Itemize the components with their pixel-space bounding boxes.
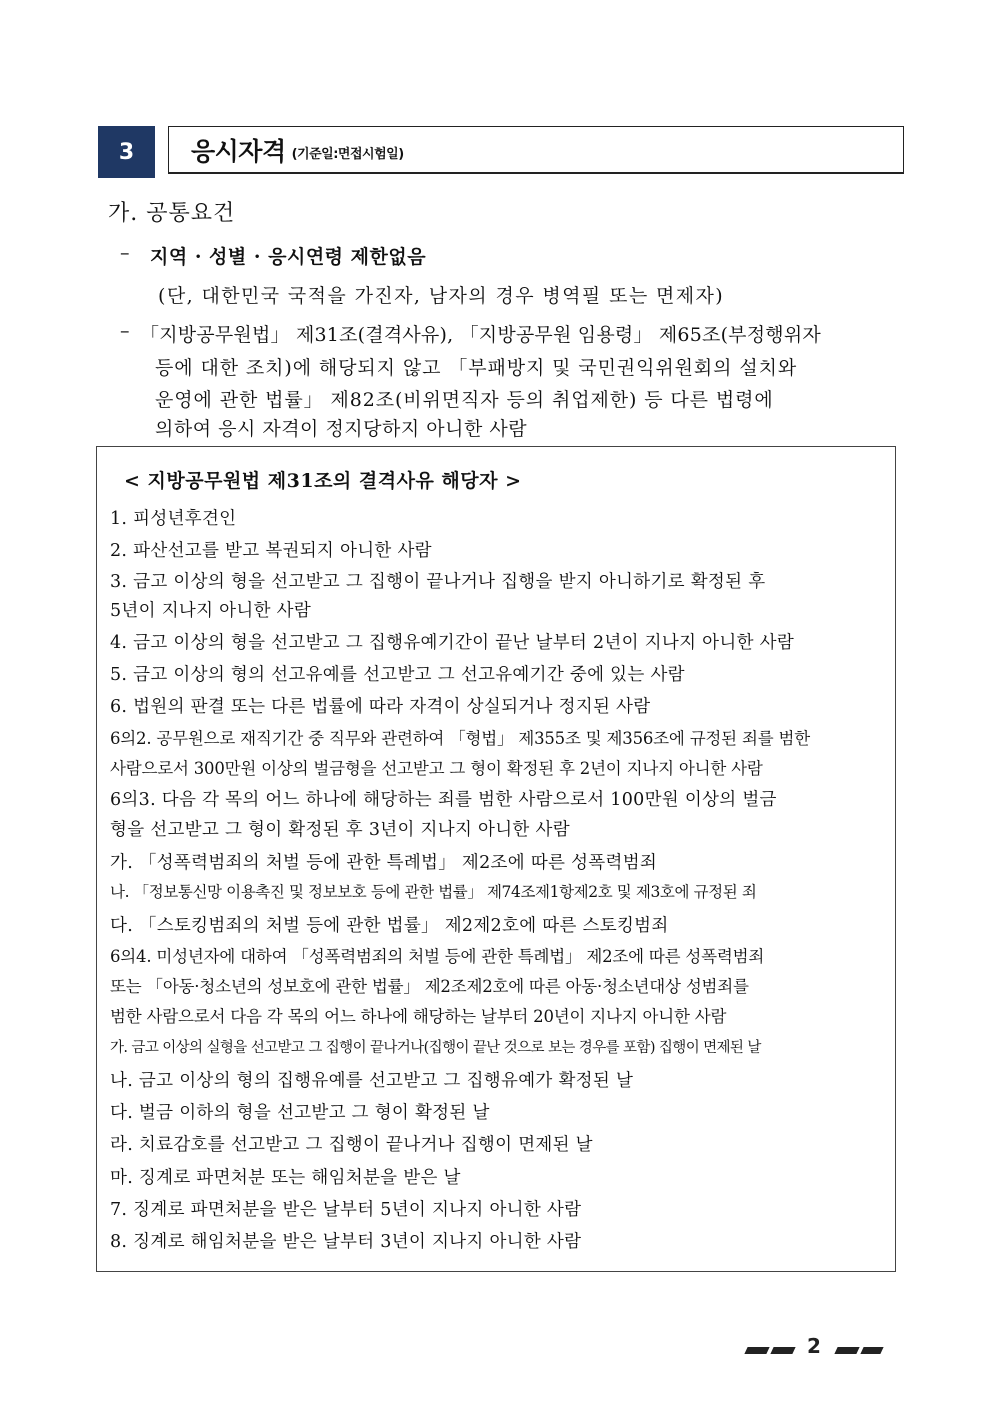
section-header	[98, 126, 906, 178]
page-bar-decoration	[744, 1347, 769, 1354]
box-line: 형을 선고받고 그 형이 확정된 후 3년이 지나지 아니한 사람	[110, 820, 570, 840]
bullet-marker: –	[120, 320, 130, 342]
bullet2-line: 등에 대한 조치)에 해당되지 않고 「부패방지 및 국민권익위원회의 설치와	[155, 357, 798, 379]
bullet2-line: 의하여 응시 자격이 정지당하지 아니한 사람	[155, 418, 528, 440]
box-line: 6의4. 미성년자에 대하여 「성폭력범죄의 처벌 등에 관한 특례법」 제2조에 따른 성폭력범죄	[110, 947, 765, 966]
box-line: 5. 금고 이상의 형의 선고유예를 선고받고 그 선고유예기간 중에 있는 사람	[110, 665, 685, 685]
box-line: 다. 벌금 이하의 형을 선고받고 그 형이 확정된 날	[110, 1103, 490, 1123]
box-line: 6의3. 다음 각 목의 어느 하나에 해당하는 죄를 범한 사람으로서 100만원 이상의 벌금	[110, 790, 777, 810]
section-number: 3	[98, 126, 155, 178]
box-line: 또는 「아동·청소년의 성보호에 관한 법률」 제2조제2호에 따른 아동·청소년대상 성범죄를	[110, 977, 749, 996]
box-line: 1. 피성년후견인	[110, 509, 237, 529]
bullet2-line: 「지방공무원법」 제31조(결격사유), 「지방공무원 임용령」 제65조(부정행위자	[140, 324, 821, 346]
section-title: 응시자격	[191, 136, 286, 166]
page-number: 2	[807, 1334, 821, 1358]
sub-heading: 가. 공통요건	[108, 201, 236, 226]
bullet-marker: –	[120, 242, 130, 264]
box-line: 4. 금고 이상의 형을 선고받고 그 집행유예기간이 끝난 날부터 2년이 지나지 아니한 사람	[110, 633, 795, 653]
box-line: 나. 「정보통신망 이용촉진 및 정보보호 등에 관한 법률」 제74조제1항제2호 및 제3호에 규정된 죄	[110, 883, 757, 901]
box-line: 7. 징계로 파면처분을 받은 날부터 5년이 지나지 아니한 사람	[110, 1200, 582, 1220]
section-title-box	[168, 126, 904, 174]
box-line: 가. 금고 이상의 실형을 선고받고 그 집행이 끝나거나(집행이 끝난 것으로 보는 경우를 포함) 집행이 면제된 날	[110, 1040, 761, 1056]
section-note: (기준일:면접시험일)	[291, 147, 404, 162]
box-line: 사람으로서 300만원 이상의 벌금형을 선고받고 그 형이 확정된 후 2년이 지나지 아니한 사람	[110, 759, 763, 778]
box-line: 다. 「스토킹범죄의 처벌 등에 관한 법률」 제2제2호에 따른 스토킹범죄	[110, 916, 669, 936]
box-line: 나. 금고 이상의 형의 집행유예를 선고받고 그 집행유예가 확정된 날	[110, 1071, 634, 1091]
page-bar-decoration	[860, 1347, 883, 1354]
box-line: 5년이 지나지 아니한 사람	[110, 601, 312, 621]
box-line: 8. 징계로 해임처분을 받은 날부터 3년이 지나지 아니한 사람	[110, 1232, 582, 1252]
bullet2-line: 운영에 관한 법률」 제82조(비위면직자 등의 취업제한) 등 다른 법령에	[155, 389, 774, 411]
box-line: 범한 사람으로서 다음 각 목의 어느 하나에 해당하는 날부터 20년이 지나지 아니한 사람	[110, 1007, 727, 1026]
page-bar-decoration	[770, 1347, 795, 1354]
box-line: 가. 「성폭력범죄의 처벌 등에 관한 특례법」 제2조에 따른 성폭력범죄	[110, 853, 658, 873]
page-number-footer	[742, 1334, 884, 1360]
box-line: 2. 파산선고를 받고 복권되지 아니한 사람	[110, 541, 432, 561]
bullet1-line1: 지역 · 성별 · 응시연령 제한없음	[150, 246, 427, 268]
bullet1-line2: (단, 대한민국 국적을 가진자, 남자의 경우 병역필 또는 면제자)	[158, 285, 725, 307]
page-bar-decoration	[834, 1347, 859, 1354]
box-line: 라. 치료감호를 선고받고 그 집행이 끝나거나 집행이 면제된 날	[110, 1135, 593, 1155]
box-line: 6의2. 공무원으로 재직기간 중 직무와 관련하여 「형법」 제355조 및 제356조에 규정된 죄를 범한	[110, 729, 810, 748]
box-line: 마. 징계로 파면처분 또는 해임처분을 받은 날	[110, 1168, 461, 1188]
box-title: < 지방공무원법 제31조의 결격사유 해당자 >	[124, 470, 522, 492]
box-line: 6. 법원의 판결 또는 다른 법률에 따라 자격이 상실되거나 정지된 사람	[110, 697, 651, 717]
box-line: 3. 금고 이상의 형을 선고받고 그 집행이 끝나거나 집행을 받지 아니하기로 확정된 후	[110, 572, 766, 592]
